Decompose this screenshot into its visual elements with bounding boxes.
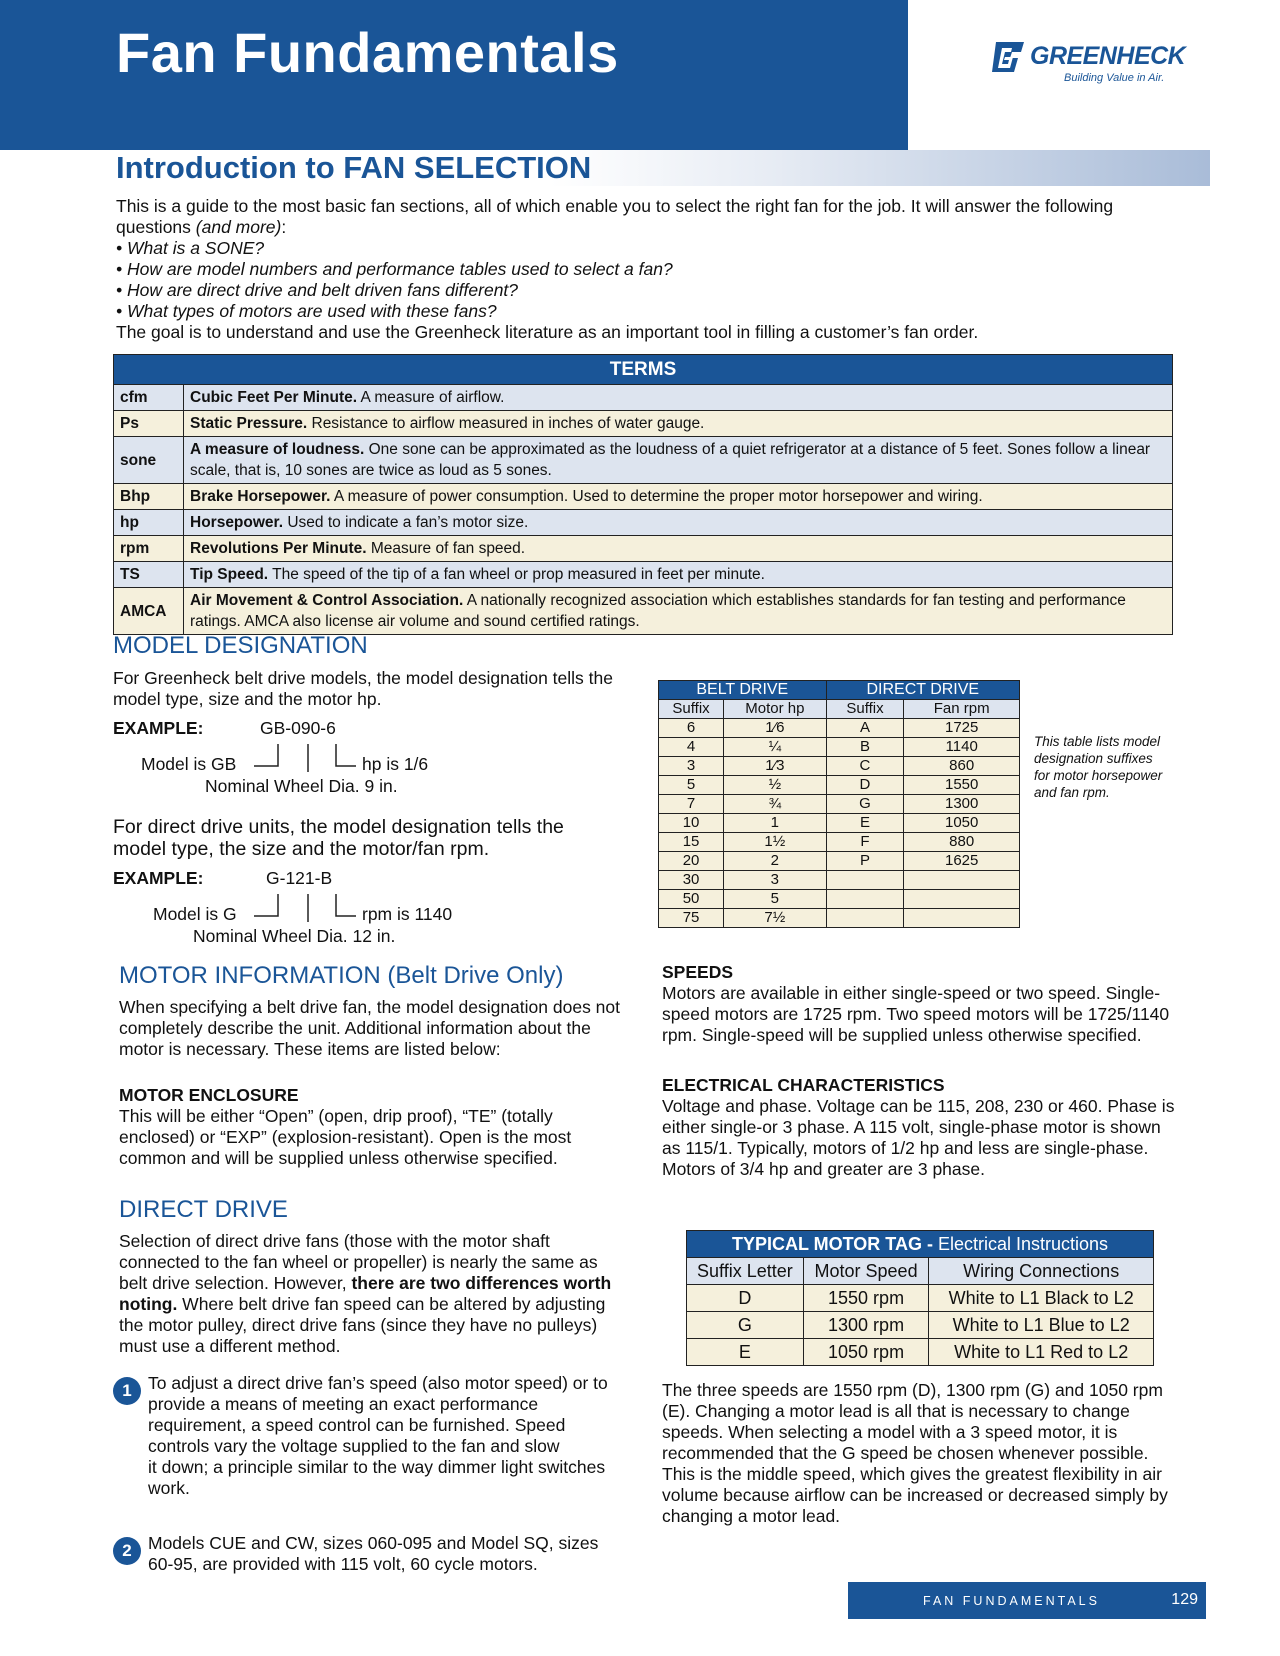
term-abbr: Bhp [114,484,184,510]
column-header: Suffix [826,700,904,719]
belt-example-brackets [250,742,360,778]
direct-drive-text: Selection of direct drive fans (those with the motor shaft connected to the fan wheel or propeller) is nearly the same as belt drive selection. However, there are two differences worth noting. Where belt drive fan speed can be altered by adjusting the motor pulley, direct drive fans (since they have no pulleys) must use a different method. [119,1231,612,1356]
term-definition: Horsepower. Used to indicate a fan’s motor size. [184,510,1173,536]
cell [904,890,1020,909]
question: • How are model numbers and performance tables used to select a fan? [116,259,673,279]
cell: G [687,1312,804,1339]
cell: White to L1 Red to L2 [929,1339,1154,1366]
motor-info-heading: MOTOR INFORMATION (Belt Drive Only) [119,962,564,989]
cell: D [826,776,904,795]
motor-enclosure-heading: MOTOR ENCLOSURE [119,1085,299,1105]
electrical-text: Voltage and phase. Voltage can be 115, 208, 230 or 460. Phase is either single-or 3 phase. A 115 volt, single-phase motor is shown as 115/1. Typically, motors of 1/2 hp and less are single-phase. Motors of 3/4 hp and greater are 3 phase. [662,1096,1175,1179]
intro-line: This is a guide to the most basic fan sections, all of which enable you to select the right fan for the job. It will answer the following questions [116,196,1114,237]
cell [904,909,1020,928]
speeds-heading: SPEEDS [662,962,733,982]
cell: G [826,795,904,814]
motor-tag-title: TYPICAL MOTOR TAG - Electrical Instructions [687,1231,1154,1258]
term-abbr: Ps [114,411,184,437]
term-definition: Air Movement & Control Association. A nationally recognized association which establishes standards for fan testing and performance ratings. AMCA also license air volume and sound certified ratings. [184,588,1173,635]
page-number: 129 [1171,1591,1198,1608]
logo-name: GREENHECK [1030,42,1186,70]
belt-model-text: For Greenheck belt drive models, the model designation tells the model type, size and the motor hp. [113,668,613,709]
direct-drive-header: DIRECT DRIVE [826,681,1019,700]
cell: ½ [724,776,826,795]
term-definition: A measure of loudness. One sone can be approximated as the loudness of a quiet refrigerator at a distance of 5 feet. Sones follow a linear scale, that is, 10 sones are twice as loud as 5 sones. [184,437,1173,484]
belt-hp-label: hp is 1/6 [362,754,429,774]
table-row [659,814,1020,833]
cell: 30 [659,871,724,890]
table-row [659,833,1020,852]
cell: ¼ [724,738,826,757]
column-header: Motor hp [724,700,826,719]
cell: 6 [659,719,724,738]
belt-model-label: Model is GB [141,754,237,774]
table-row [114,484,1173,510]
cell: 1625 [904,852,1020,871]
logo-tagline: Building Value in Air. [1064,72,1165,84]
table-row [114,510,1173,536]
cell: C [826,757,904,776]
cell: 3 [659,757,724,776]
cell [826,890,904,909]
section-title: Introduction to FAN SELECTION [116,150,592,185]
cell [826,871,904,890]
direct-model-label: Model is G [153,904,237,924]
table-row [659,890,1020,909]
terms-heading: TERMS [114,355,1173,385]
cell: 1050 [904,814,1020,833]
cell: 880 [904,833,1020,852]
intro-italic: (and more) [190,217,282,237]
table-row [114,588,1173,635]
term-abbr: rpm [114,536,184,562]
cell: 5 [724,890,826,909]
suffix-table-note: This table lists model designation suffixes for motor horsepower and fan rpm. [1034,734,1163,800]
term-abbr: cfm [114,385,184,411]
cell: 75 [659,909,724,928]
table-row [687,1285,1154,1312]
table-row [659,776,1020,795]
greenheck-logo-icon [990,40,1026,74]
question: • How are direct drive and belt driven fans different? [116,280,519,300]
table-row [114,385,1173,411]
direct-example-code: G-121-B [266,868,333,888]
column-header: Wiring Connections [929,1258,1154,1285]
cell: White to L1 Blue to L2 [929,1312,1154,1339]
cell [904,871,1020,890]
cell: E [687,1339,804,1366]
intro-goal: The goal is to understand and use the Greenheck literature as an important tool in filling a customer’s fan order. [116,322,979,342]
intro-text [116,196,1186,343]
direct-drive-item-1: To adjust a direct drive fan’s speed (also motor speed) or to provide a means of meeting an exact performance requirement, a speed control can be furnished. Speed controls vary the voltage supplied to the fan and slow it down; a principle similar to the way dimmer light switches work. [148,1373,608,1498]
term-definition: Revolutions Per Minute. Measure of fan speed. [184,536,1173,562]
model-designation-heading: MODEL DESIGNATION [113,632,368,659]
table-row [114,437,1173,484]
cell: 1⁄6 [724,719,826,738]
table-row [687,1339,1154,1366]
footer-bar [848,1582,1206,1619]
page-title: Fan Fundamentals [116,21,619,84]
column-header: Motor Speed [803,1258,929,1285]
term-definition: Tip Speed. The speed of the tip of a fan wheel or prop measured in feet per minute. [184,562,1173,588]
table-row [659,852,1020,871]
cell: E [826,814,904,833]
term-abbr: hp [114,510,184,536]
greenheck-logo [990,40,1186,90]
cell: 1550 rpm [803,1285,929,1312]
speeds-text: Motors are available in either single-speed or two speed. Single-speed motors are 1725 rpm. Two speed motors will be 1725/1140 rpm. Single-speed will be supplied unless otherwise specified. [662,983,1170,1045]
step-number-2: 2 [113,1537,141,1565]
table-row [114,411,1173,437]
term-abbr: sone [114,437,184,484]
table-row [659,757,1020,776]
cell: 50 [659,890,724,909]
cell: 4 [659,738,724,757]
cell: 7½ [724,909,826,928]
example-label: EXAMPLE: [113,868,204,888]
cell: 1300 [904,795,1020,814]
table-row [114,536,1173,562]
cell: B [826,738,904,757]
cell: ¾ [724,795,826,814]
cell: 5 [659,776,724,795]
step-number-1: 1 [113,1377,141,1405]
cell: 2 [724,852,826,871]
table-row [659,738,1020,757]
cell: 1½ [724,833,826,852]
cell: F [826,833,904,852]
table-row [659,795,1020,814]
term-definition: Brake Horsepower. A measure of power consumption. Used to determine the proper motor horsepower and wiring. [184,484,1173,510]
table-row [659,871,1020,890]
question: • What is a SONE? [116,238,265,258]
cell: 1140 [904,738,1020,757]
belt-wheel-label: Nominal Wheel Dia. 9 in. [205,776,398,796]
cell: 1300 rpm [803,1312,929,1339]
direct-example-brackets [250,892,360,928]
motor-info-text: When specifying a belt drive fan, the model designation does not completely describe the unit. Additional information about the motor is necessary. These items are listed below: [119,997,621,1059]
direct-drive-heading: DIRECT DRIVE [119,1196,288,1223]
suffix-table [658,680,1020,928]
direct-wheel-label: Nominal Wheel Dia. 12 in. [193,926,396,946]
table-row [659,909,1020,928]
cell: White to L1 Black to L2 [929,1285,1154,1312]
cell: D [687,1285,804,1312]
direct-drive-item-2: Models CUE and CW, sizes 060-095 and Model SQ, sizes 60-95, are provided with 115 volt, 60 cycle motors. [148,1533,599,1574]
terms-table [113,354,1173,635]
cell: 1725 [904,719,1020,738]
term-abbr: AMCA [114,588,184,635]
motor-tag-table [686,1230,1154,1366]
three-speeds-text: The three speeds are 1550 rpm (D), 1300 rpm (G) and 1050 rpm (E). Changing a motor lead is all that is necessary to change speeds. When selecting a model with a 3 speed motor, it is recommended that the G speed be chosen whenever possible. This is the middle speed, which gives the greatest flexibility in air volume because airflow can be increased or decreased simply by changing a motor lead. [662,1380,1168,1526]
column-header: Fan rpm [904,700,1020,719]
example-label: EXAMPLE: [113,718,204,738]
column-header: Suffix [659,700,724,719]
electrical-heading: ELECTRICAL CHARACTERISTICS [662,1075,945,1095]
motor-enclosure-text: This will be either “Open” (open, drip proof), “TE” (totally enclosed) or “EXP” (explosion-resistant). Open is the most common and will be supplied unless otherwise specified. [119,1106,572,1168]
term-definition: Static Pressure. Resistance to airflow measured in inches of water gauge. [184,411,1173,437]
cell: 15 [659,833,724,852]
column-header: Suffix Letter [687,1258,804,1285]
cell: 1⁄3 [724,757,826,776]
cell: 1550 [904,776,1020,795]
table-row [114,562,1173,588]
cell: 3 [724,871,826,890]
term-definition: Cubic Feet Per Minute. A measure of airflow. [184,385,1173,411]
cell: 1 [724,814,826,833]
term-abbr: TS [114,562,184,588]
table-row [687,1312,1154,1339]
cell: 860 [904,757,1020,776]
direct-rpm-label: rpm is 1140 [362,904,453,924]
belt-example-code: GB-090-6 [260,718,336,738]
cell: 20 [659,852,724,871]
belt-drive-header: BELT DRIVE [659,681,827,700]
cell: 1050 rpm [803,1339,929,1366]
cell: 10 [659,814,724,833]
intro-colon: : [281,217,287,237]
footer-label: FAN FUNDAMENTALS [923,1594,1100,1608]
question: • What types of motors are used with these fans? [116,301,497,321]
direct-model-text: For direct drive units, the model designation tells the model type, the size and the motor/fan rpm. [113,816,564,860]
table-row [659,719,1020,738]
cell [826,909,904,928]
cell: P [826,852,904,871]
cell: 7 [659,795,724,814]
cell: A [826,719,904,738]
